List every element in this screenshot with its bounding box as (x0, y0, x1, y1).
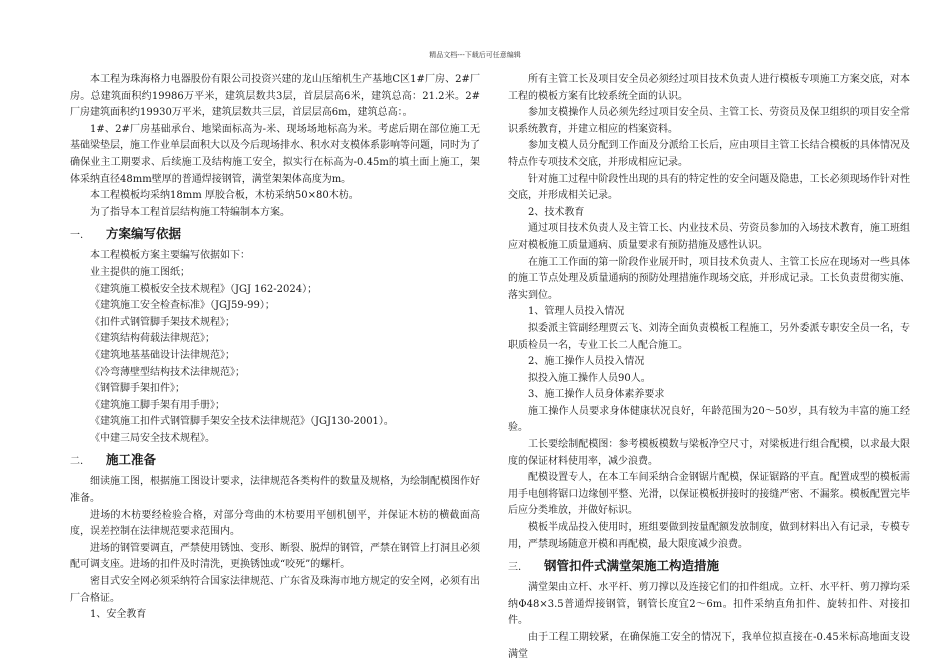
basis-line: 《建筑施工脚手架有用手册》； (90, 399, 225, 411)
section-title-text: 方案编写依据 (106, 226, 182, 242)
basis-line: 《建筑地基基础设计法律规范》； (90, 349, 235, 361)
basis-line: 《扣件式钢管脚手架技术规程》； (90, 316, 235, 328)
body-paragraph: 所有主管工长及项目安全员必须经过项目技术负责人进行模板专项施工方案交底，对本工程的模板方案有比较系统全面的认识。 (508, 74, 910, 102)
body-paragraph: 工长要绘制配模图：参考模板模数与梁板净空尺寸，对梁板进行组合配模，以求最大限度的保证材料使用率，减少浪费。 (508, 439, 910, 467)
intro-paragraph: 本工程为珠海格力电器股份有限公司投资兴建的龙山压缩机生产基地C区1#厂房、2#厂房。总建筑面积约19986万平米，建筑层数共3层，首层层高6米，建筑总高：21.2米。2#厂房建筑面积约19930万平米，建筑层数共三层，首层层高6m，建筑总高：。 (70, 74, 480, 119)
body-paragraph: 配模设置专人，在本工车间采纳合金钢锯片配模，保证锯路的平直。配置成型的模板需用手电刨将锯口边缘刨平整、光滑，以保证模板拼接时的接缝严密、不漏浆。模板配置完毕后应分类堆放，并做好标识。 (508, 472, 910, 517)
section-number: 二. (70, 456, 84, 468)
basis-line: 《建筑施工扣件式钢管脚手架安全技术法律规范》（JGJ130-2001）。 (90, 416, 394, 428)
section-heading-basis (70, 225, 480, 245)
preparation-paragraph: 密目式安全网必须采纳符合国家法律规范、广东省及珠海市地方规定的安全网，必须有出厂合格证。 (70, 576, 480, 604)
body-paragraph: 针对施工过程中阶段性出现的具有的特定性的安全问题及隐患，工长必须现场作针对性交底，并形成相关记录。 (508, 173, 910, 202)
basis-line: 业主提供的施工图纸； (90, 266, 190, 278)
section-heading-preparation (70, 451, 480, 471)
preparation-paragraph: 进场的钢管要调直，严禁使用锈蚀、变形、断裂、脱焊的钢管，严禁在钢管上打洞且必须配可调支座。进场的扣件及时清洗，更换锈蚀或“咬死”的螺杆。 (70, 542, 480, 571)
body-paragraph: 满堂架由立杆、水平杆、剪刀撑以及连接它们的扣件组成。立杆、水平杆、剪刀撑均采纳Φ48×3.5普通焊接钢管，钢管长度宜2～6m。扣件采纳直角扣件、旋转扣件、对接扣件。 (508, 582, 910, 627)
body-paragraph: 模板半成品投入使用时，班组要做到按量配额发放制度，做到材料出入有记录，专模专用，严禁现场随意开模和再配模，最大限度减少浪费。 (508, 522, 910, 550)
body-paragraph: 2、技术教育 (528, 206, 585, 218)
intro-paragraph: 1#、2#厂房基础承台、地梁面标高为-米、现场场地标高为米。考虑后期在部位施工无基础梁垫层，施工作业单层面积大以及今后现场排水、积水对支模体系影响等问题，同时为了确保业主工期要求、后续施工及结构施工安全，拟实行在标高为-0.45m的填土面上施工，架体采纳直径48mm壁厚的普通焊接钢管，满堂架架体高度为m。 (70, 123, 480, 185)
basis-line: 《建筑施工安全检查标准》（JGJ59-99）； (90, 300, 275, 312)
body-paragraph: 3、施工操作人员身体素养要求 (528, 389, 665, 401)
basis-line: 《冷弯薄壁型结构技术法律规范》； (90, 366, 245, 378)
intro-paragraph: 本工程模板均采纳18mm 厚胶合板，木枋采纳50×80木枋。 (90, 190, 359, 202)
basis-line: 《中建三局安全技术规程》。 (90, 432, 215, 444)
body-paragraph: 拟委派主管副经理贾云飞、刘涛全面负责模板工程施工，另外委派专职安全员一名，专职质检员一名，专业工长二人配合施工。 (508, 322, 910, 351)
section-number: 三. (508, 562, 522, 574)
body-paragraph: 参加支模人员分配到工作面及分派给工长后，应由项目主管工长结合模板的具体情况及特点作专项技术交底，并形成相应记录。 (508, 140, 910, 168)
preparation-paragraph: 细读施工图，根据施工图设计要求，法律规范各类构件的数量及规格，为绘制配模图作好准备。 (70, 476, 480, 505)
preparation-paragraph: 进场的木枋要经检验合格，对部分弯曲的木枋要用平刨机刨平，并保证木枋的横截面高度，误差控制在法律规范要求范围内。 (70, 509, 480, 538)
intro-paragraph: 为了指导本工程首层结构施工特编制本方案。 (90, 206, 290, 218)
right-column (508, 72, 910, 663)
body-paragraph: 2、施工操作人员投入情况 (528, 356, 645, 368)
section-title-text: 钢管扣件式满堂架施工构造措施 (544, 558, 720, 574)
left-column (70, 72, 480, 624)
body-paragraph: 通过项目技术负责人及主管工长、内业技术员、劳资员参加的入场技术教育，施工班组应对模板施工质量通病、质量要求有预防措施及感性认识。 (508, 223, 910, 251)
basis-line: 本工程模板方案主要编写依据如下： (90, 250, 250, 262)
body-paragraph: 施工操作人员要求身体健康状况良好，年龄范围为20～50岁，具有较为丰富的施工经验。 (508, 405, 910, 434)
basis-line: 《钢管脚手架扣件》； (90, 383, 185, 395)
basis-line: 《建筑结构荷载法律规范》； (90, 333, 215, 345)
body-paragraph: 参加支模操作人员必须先经过项目安全员、主管工长、劳资员及保卫组织的项目安全常识系统教育，并建立相应的档案资料。 (508, 107, 910, 135)
body-paragraph: 1、管理人员投入情况 (528, 306, 625, 318)
section-number: 一. (70, 230, 84, 242)
page-header-note: 精品文档---下载后可任意编辑 (429, 51, 521, 59)
body-paragraph: 由于工程工期较紧，在确保施工安全的情况下，我单位拟直接在-0.45米标高地面支设满堂 (508, 632, 910, 660)
body-paragraph: 在施工工作面的第一阶段作业展开时，项目技术负责人、主管工长应在现场对一些具体的施工节点处理及质量通病的预防处理措施作现场交底，并形成记录。工长负责贯彻实施、落实到位。 (508, 256, 910, 301)
body-paragraph: 拟投入施工操作人员90人。 (528, 372, 651, 384)
section-heading-scaffold (508, 557, 910, 577)
preparation-paragraph: 1、安全教育 (90, 609, 147, 621)
basis-line: 《建筑施工模板安全技术规程》（JGJ 162-2024）； (90, 283, 318, 295)
section-title-text: 施工准备 (106, 452, 157, 468)
